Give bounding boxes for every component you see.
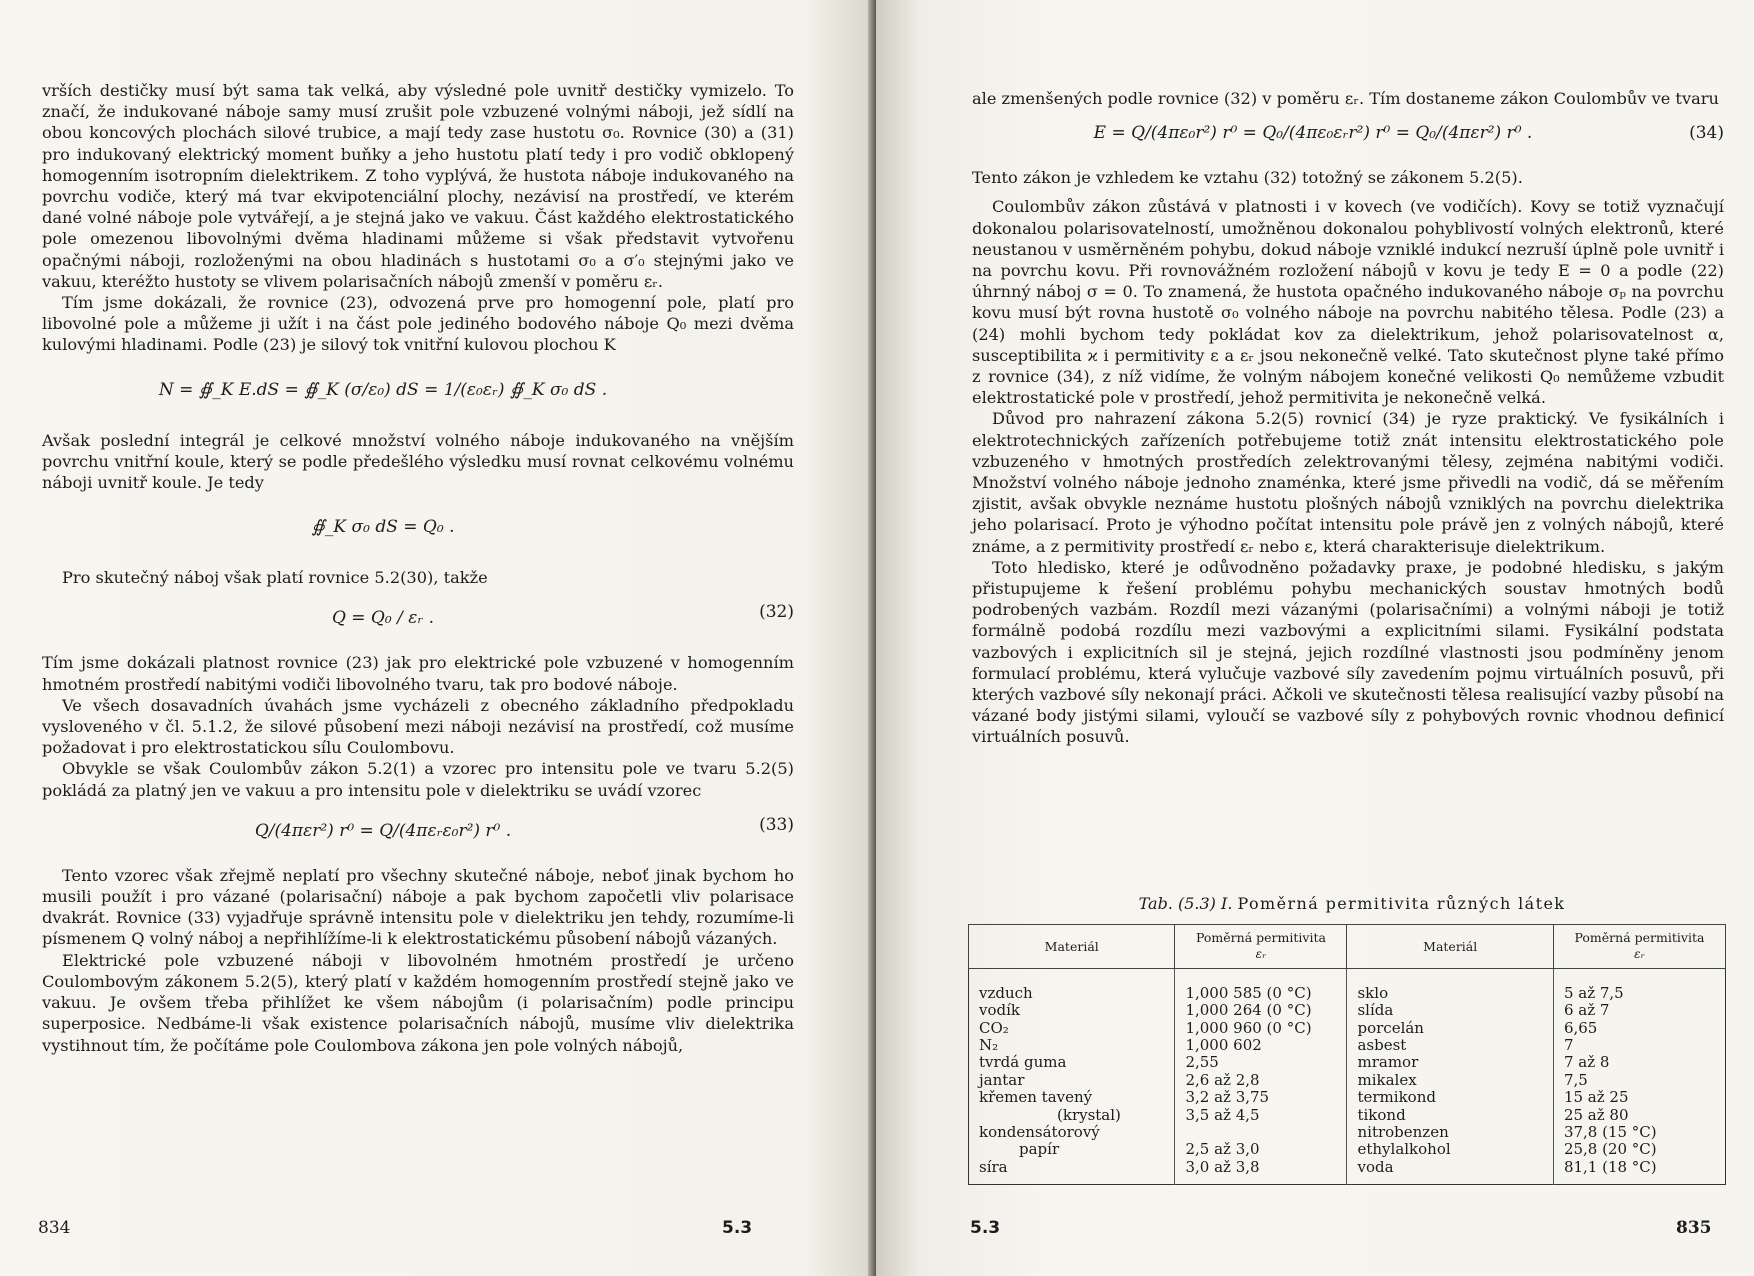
material: křemen tavený	[979, 1088, 1093, 1107]
material: N₂	[979, 1036, 999, 1055]
header-permittivity: Poměrná permitivita εᵣ	[1553, 925, 1725, 969]
permittivity-value: 3,5 až 4,5	[1185, 1105, 1260, 1124]
permittivity-value: 1,000 602	[1185, 1036, 1262, 1055]
material: vzduch	[979, 983, 1033, 1002]
header-material: Materiál	[969, 925, 1175, 969]
equation-charge	[42, 493, 794, 567]
equation-body: ∯_K σ₀ dS = Q₀ .	[311, 517, 455, 538]
equation-flux	[42, 356, 794, 430]
paragraph: Obvykle se však Coulombův zákon 5.2(1) a vzorec pro intensitu pole ve tvaru 5.2(5) pokládá za platný jen ve vakuu a pro intensitu pole v dielektriku se uvádí vzorec	[42, 759, 794, 800]
paragraph: ale zmenšených podle rovnice (32) v poměru εᵣ. Tím dostaneme zákon Coulombův ve tvaru	[972, 89, 1719, 108]
material: kondensátorový	[979, 1123, 1100, 1142]
right-text-column	[972, 88, 1724, 748]
section-number: 5.3	[722, 1218, 753, 1238]
paragraph: Avšak poslední integrál je celkové množství volného náboje indukovaného na vnějším povrchu vnitřní koule, který se podle předešlého výsledku musí rovnat celkovému volnému náboji uvnitř koule. Je tedy	[42, 430, 794, 493]
material: papír	[1019, 1140, 1060, 1159]
paragraph: Tento zákon je vzhledem ke vztahu (32) totožný se zákonem 5.2(5).	[972, 168, 1523, 188]
permittivity-value: 2,6 až 2,8	[1185, 1070, 1260, 1089]
permittivity-value: 81,1 (18 °C)	[1563, 1157, 1657, 1176]
right-page	[876, 0, 1754, 1276]
equation-number: (34)	[1689, 123, 1724, 144]
material: termikond	[1357, 1088, 1436, 1107]
equation-number: (32)	[759, 602, 794, 623]
material: (krystal)	[1057, 1105, 1121, 1124]
material: sklo	[1357, 983, 1389, 1002]
permittivity-value: 37,8 (15 °C)	[1563, 1123, 1657, 1142]
permittivity-value: 15 až 25	[1563, 1088, 1629, 1107]
table-caption	[972, 894, 1732, 913]
table-header-row	[969, 925, 1726, 969]
material: voda	[1357, 1157, 1394, 1176]
permittivity-value: 25,8 (20 °C)	[1563, 1140, 1657, 1159]
permittivity-value: 7 až 8	[1563, 1053, 1610, 1072]
right-values-cell	[1553, 968, 1725, 1184]
permittivity-value: 1,000 585 (0 °C)	[1185, 983, 1312, 1002]
equation-body: N = ∯_K E.dS = ∯_K (σ/ε₀) dS = 1/(ε₀εᵣ) ∯_K σ₀ dS .	[158, 379, 608, 400]
equation-34	[972, 109, 1724, 167]
paragraph: vrších destičky musí být sama tak velká, aby výsledné pole uvnitř destičky vymizelo. To značí, že indukované náboje samy musí zrušit pole vzbuzené volnými náboji, jež sídlí na obou koncových plochách silové trubice, a mají tedy zase hustotu σ₀. Rovnice (30) a (31) pro indukovaný elektrický moment buňky a jeho hustotu platí tedy i pro vodič obklopený homogenním isotropním dielektrikem. Z toho vyplývá, že hustota náboje indukovaného na povrchu vodiče, který má tvar ekvipotenciální plochy, nezávisí na prostředí, ve kterém dané volné náboje pole vytvářejí, a je stejná jako ve vakuu. Část každého elektrostatického pole omezenou libovolnými dvěma hladinami můžeme si však představit vytvořenu opačnými náboji, rozloženými na obou hladinách s hustotami σ₀ a σ′₀ stejnými jako ve vakuu, kteréžto hustoty se vlivem polarisačních nábojů zmenší v poměru εᵣ.	[42, 81, 794, 291]
permittivity-value: 3,0 až 3,8	[1185, 1157, 1260, 1176]
table-body-row	[969, 968, 1726, 1184]
paragraph: Ve všech dosavadních úvahách jsme vycházeli z obecného základního předpokladu vysloveného v čl. 5.1.2, že silové působení mezi náboji nezávisí na prostředí, což musíme požadovat i pro elektrostatickou sílu Coulombovu.	[42, 695, 794, 758]
left-text-column	[42, 80, 794, 1056]
material: nitrobenzen	[1357, 1123, 1449, 1142]
equation-33	[42, 801, 794, 865]
material: CO₂	[979, 1018, 1009, 1037]
left-page	[0, 0, 875, 1276]
material: tvrdá guma	[979, 1053, 1067, 1072]
paragraph: Tím jsme dokázali platnost rovnice (23) jak pro elektrické pole vzbuzené v homogenním hmotném prostředí nabitými vodiči libovolného tvaru, tak pro bodové náboje.	[42, 653, 794, 694]
material: vodík	[979, 1001, 1020, 1020]
section-number: 5.3	[970, 1218, 1001, 1238]
material: slída	[1357, 1001, 1394, 1020]
permittivity-value: 7,5	[1563, 1070, 1588, 1089]
material: ethylalkohol	[1357, 1140, 1451, 1159]
permittivity-table	[968, 924, 1726, 1185]
material: jantar	[979, 1070, 1025, 1089]
paragraph: Důvod pro nahrazení zákona 5.2(5) rovnicí (34) je ryze praktický. Ve fysikálních i elektrotechnických zařízeních potřebujeme totiž znát intensitu elektrostatického pole vzbuzeného v hmotných prostředích zelektrovanými tělesy, zejména nabitými vodiči. Množství volného náboje jednoho znaménka, které jsme přivedli na vodič, dá se měřením zjistit, avšak obvykle neznáme hustotu plošných nábojů vzniklých na povrchu dielektrika jeho polarisací. Proto je výhodno počítat intensitu pole právě jen z volných nábojů, které známe, a z permitivity prostředí εᵣ nebo ε, která charakterisuje dielektrikum.	[972, 409, 1724, 556]
left-values-cell	[1175, 968, 1347, 1184]
permittivity-value: 2,5 až 3,0	[1185, 1140, 1260, 1159]
paragraph: Pro skutečný náboj však platí rovnice 5.2(30), takže	[62, 568, 488, 588]
permittivity-value: 2,55	[1185, 1053, 1219, 1072]
permittivity-value: 7	[1563, 1036, 1574, 1055]
paragraph: Elektrické pole vzbuzené náboji v libovolném hmotném prostředí je určeno Coulombovým zákonem 5.2(5), který platí v každém homogenním prostředí stejně jako ve vakuu. Je ovšem třeba přihlížet ke všem nábojům (i polarisačním) podle principu superposice. Nedbáme-li však existence polarisačních nábojů, musíme vliv dielektrika vystihnout tím, že počítáme pole Coulombova zákona jen pole volných nábojů,	[42, 950, 794, 1055]
material: porcelán	[1357, 1018, 1424, 1037]
equation-32	[42, 588, 794, 652]
left-materials-cell	[969, 968, 1175, 1184]
permittivity-value	[1185, 1124, 1336, 1141]
header-permittivity: Poměrná permitivita εᵣ	[1175, 925, 1347, 969]
page-number: 835	[1676, 1218, 1712, 1238]
equation-body: E = Q/(4πε₀r²) r⁰ = Q₀/(4πε₀εᵣr²) r⁰ = Q₀/(4πεr²) r⁰ .	[1093, 123, 1533, 144]
material: mikalex	[1357, 1070, 1417, 1089]
permittivity-value: 3,2 až 3,75	[1185, 1088, 1270, 1107]
material: síra	[979, 1157, 1008, 1176]
equation-body: Q/(4πεr²) r⁰ = Q/(4πεᵣε₀r²) r⁰ .	[254, 820, 512, 841]
paragraph: Tím jsme dokázali, že rovnice (23), odvozená prve pro homogenní pole, platí pro libovolné pole a můžeme ji užít i na část pole jediného bodového náboje Q₀ mezi dvěma kulovými hladinami. Podle (23) je silový tok vnitřní kulovou plochou K	[42, 293, 794, 355]
permittivity-value: 6,65	[1563, 1018, 1598, 1037]
permittivity-value: 25 až 80	[1563, 1105, 1629, 1124]
table-caption-title: Poměrná permitivita různých látek	[1237, 894, 1566, 913]
permittivity-value: 1,000 264 (0 °C)	[1185, 1001, 1312, 1020]
header-material: Materiál	[1347, 925, 1553, 969]
table-caption-prefix: Tab. (5.3) I.	[1138, 894, 1233, 913]
permittivity-value: 5 až 7,5	[1563, 983, 1624, 1002]
material: tikond	[1357, 1105, 1406, 1124]
paragraph: Tento vzorec však zřejmě neplatí pro všechny skutečné náboje, neboť jinak bychom ho musili použít i pro vázané (polarisační) náboje a pak bychom započetli vliv polarisace dvakrát. Rovnice (33) vyjadřuje správně intensitu pole v dielektriku jen tehdy, rozumíme-li písmenem Q volný náboj a nepřihlížíme-li k elektrostatickému působení nábojů vázaných.	[42, 865, 794, 949]
paragraph: Toto hledisko, které je odůvodněno požadavky praxe, je podobné hledisku, s jakým přistupujeme k řešení problému pohybu mechanických soustav hmotných bodů podrobených vazbám. Rozdíl mezi vázanými (polarisačními) a volnými náboji je totiž formálně podobá rozdílu mezi vazbovými a explicitními silami. Fysikální podstata vazbových i explicitních sil je stejná, jejich rozdílné vlastnosti jsou podmíněny jenom formulací problému, která vylučuje vazbové síly zavedením pojmu virtuálních posuvů, při kterých vazbové síly nekonají práci. Ačkoli ve skutečnosti tělesa realisující vazby působí na vázané body jistými silami, vyloučí se vazbové síly z pohybových rovnic vhodnou definicí virtuálních posuvů.	[972, 557, 1724, 747]
permittivity-value: 6 až 7	[1563, 1001, 1610, 1020]
material: asbest	[1357, 1036, 1407, 1055]
page-number: 834	[38, 1218, 71, 1238]
paragraph: Coulombův zákon zůstává v platnosti i v kovech (ve vodičích). Kovy se totiž vyznačují dokonalou polarisovatelností, umožněnou dokonalou pohyblivostí volných elektronů, které neustanou v usměrněném pohybu, dokud náboje vzniklé indukcí nezruší úplně pole uvnitř i na povrchu kovu. Při rovnovážném rozložení nábojů v kovu je tedy E = 0 a podle (22) úhrnný náboj σ = 0. To znamená, že hustota opačného indukovaného náboje σₚ na povrchu kovu musí být rovna hustotě σ₀ volného náboje na povrchu nabitého tělesa. Podle (23) a (24) mohli bychom tedy pokládat kov za dielektrikum, jehož polarisovatelnost α, susceptibilita ϰ i permitivity ε a εᵣ jsou nekonečně velké. Tato skutečnost plyne také přímo z rovnice (34), z níž vidíme, že volným nábojem konečné velikosti Q₀ nemůžeme vzbudit elektrostatické pole v prostředí, jehož permitivita je nekonečně velká.	[972, 197, 1724, 408]
right-materials-cell	[1347, 968, 1553, 1184]
equation-number: (33)	[759, 814, 794, 835]
equation-body: Q = Q₀ / εᵣ .	[331, 608, 435, 629]
permittivity-value: 1,000 960 (0 °C)	[1185, 1018, 1312, 1037]
material: mramor	[1357, 1053, 1419, 1072]
